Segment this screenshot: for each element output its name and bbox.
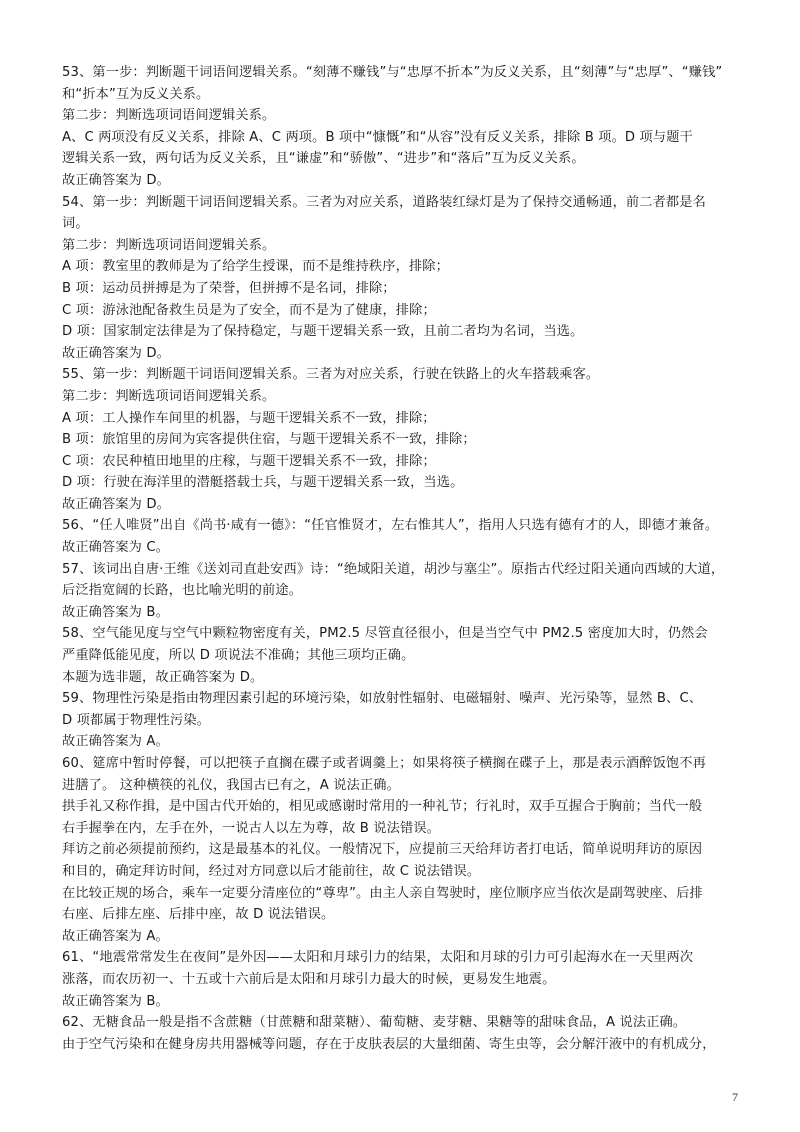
- text-line: D 项：行驶在海洋里的潜艇搭载士兵，与题干逻辑关系一致，当选。: [62, 475, 464, 491]
- text-line: 右座、后排左座、后排中座，故 D 说法错误。: [62, 907, 335, 923]
- text-line: 61、“地震常常发生在夜间”是外因——太阳和月球引力的结果，太阳和月球的引力可引起海水在一天里两次: [62, 950, 694, 966]
- text-line: 故正确答案为 A。: [62, 928, 169, 944]
- text-line: 右手握拳在内，左手在外，一说古人以左为尊，故 B 说法错误。: [62, 820, 440, 836]
- text-line: 故正确答案为 D。: [62, 172, 171, 188]
- text-line: D 项：国家制定法律是为了保持稳定，与题干逻辑关系一致，且前二者均为名词，当选。: [62, 324, 584, 340]
- text-line: 60、筵席中暂时停餐，可以把筷子直搁在碟子或者调羹上；如果将筷子横搁在碟子上，那是表示酒醉饭饱不再: [62, 756, 706, 771]
- text-line: 逻辑关系一致，两句话为反义关系，且“谦虚”和“骄傲”、“进步”和“落后”互为反义关系。: [62, 151, 585, 167]
- document-body: [62, 62, 742, 1055]
- text-line: 第二步：判断选项词语间逻辑关系。: [62, 388, 276, 404]
- text-line: 故正确答案为 D。: [62, 496, 171, 512]
- text-line: B 项：旅馆里的房间为宾客提供住宿，与题干逻辑关系不一致，排除；: [62, 432, 476, 448]
- text-line: 故正确答案为 C。: [62, 540, 170, 556]
- text-line: 55、第一步：判断题干词语间逻辑关系。三者为对应关系，行驶在铁路上的火车搭载乘客。: [62, 367, 600, 383]
- text-line: 进膳了。 这种横筷的礼仪，我国古已有之，A 说法正确。: [62, 777, 400, 793]
- text-line: 故正确答案为 A。: [62, 734, 169, 750]
- text-line: 54、第一步：判断题干词语间逻辑关系。三者为对应关系，道路装红绿灯是为了保持交通畅通，前二者都是名: [62, 194, 706, 210]
- text-line: D 项都属于物理性污染。: [62, 712, 211, 728]
- text-line: A 项：教室里的教师是为了给学生授课，而不是维持秩序，排除；: [62, 259, 449, 275]
- text-line: 57、该词出自唐·王维《送刘司直赴安西》诗：“绝域阳关道，胡沙与塞尘”。原指古代经过阳关通向西域的大道，: [62, 561, 725, 577]
- text-line: 和“折本”互为反义关系。: [62, 86, 210, 102]
- text-line: 故正确答案为 B。: [62, 993, 169, 1009]
- text-line: 和目的，确定拜访时间，经过对方同意以后才能前往，故 C 说法错误。: [62, 863, 481, 879]
- text-line: 词。: [62, 216, 89, 232]
- text-line: C 项：农民种植田地里的庄稼，与题干逻辑关系不一致，排除；: [62, 453, 436, 469]
- text-line: 58、空气能见度与空气中颗粒物密度有关，PM2.5 尽管直径很小，但是当空气中 PM2.5 密度加大时，仍然会: [62, 626, 708, 642]
- text-line: 56、“任人唯贤”出自《尚书·咸有一德》：“任官惟贤才，左右惟其人”，指用人只选有德有才的人，即德才兼备。: [62, 518, 719, 534]
- text-line: 由于空气污染和在健身房共用器械等问题，存在于皮肤表层的大量细菌、寄生虫等，会分解汗液中的有机成分，: [62, 1036, 716, 1052]
- text-line: 第二步：判断选项词语间逻辑关系。: [62, 237, 276, 253]
- text-line: 59、物理性污染是指由物理因素引起的环境污染，如放射性辐射、电磁辐射、噪声、光污染等，显然 B、C、: [62, 691, 703, 707]
- text-line: 故正确答案为 B。: [62, 604, 169, 620]
- text-line: 本题为选非题，故正确答案为 D。: [62, 669, 264, 685]
- text-line: 严重降低能见度，所以 D 项说法不准确；其他三项均正确。: [62, 648, 415, 664]
- text-line: 拜访之前必须提前预约，这是最基本的礼仪。一般情况下，应提前三天给拜访者打电话，简单说明拜访的原因: [62, 842, 703, 858]
- text-line: 53、第一步：判断题干词语间逻辑关系。“刻薄不赚钱”与“忠厚不折本”为反义关系，且“刻薄”与“忠厚”、“赚钱”: [62, 65, 723, 80]
- text-line: 第二步：判断选项词语间逻辑关系。: [62, 108, 276, 124]
- text-line: 62、无糖食品一般是指不含蔗糖（甘蔗糖和甜菜糖）、葡萄糖、麦芽糖、果糖等的甜味食品，A 说法正确。: [62, 1015, 687, 1031]
- text-line: 在比较正规的场合，乘车一定要分清座位的“尊卑”。由主人亲自驾驶时，座位顺序应当依次是副驾驶座、后排: [62, 885, 703, 901]
- text-line: 后泛指宽阔的长路，也比喻光明的前途。: [62, 583, 303, 599]
- text-line: 故正确答案为 D。: [62, 345, 171, 361]
- text-line: 涨落，而农历初一、十五或十六前后是太阳和月球引力最大的时候，更易发生地震。: [62, 971, 556, 987]
- text-line: B 项：运动员拼搏是为了荣誉，但拼搏不是名词，排除；: [62, 280, 396, 296]
- text-line: A 项：工人操作车间里的机器，与题干逻辑关系不一致，排除；: [62, 410, 436, 426]
- text-line: C 项：游泳池配备救生员是为了安全，而不是为了健康，排除；: [62, 302, 436, 318]
- text-line: 拱手礼又称作揖，是中国古代开始的，相见或感谢时常用的一种礼节；行礼时，双手互握合于胸前；当代一般: [62, 799, 703, 815]
- text-line: A、C 两项没有反义关系，排除 A、C 两项。B 项中“慷慨”和“从容”没有反义关系，排除 B 项。D 项与题干: [62, 129, 693, 145]
- page-number: 7: [732, 1090, 738, 1104]
